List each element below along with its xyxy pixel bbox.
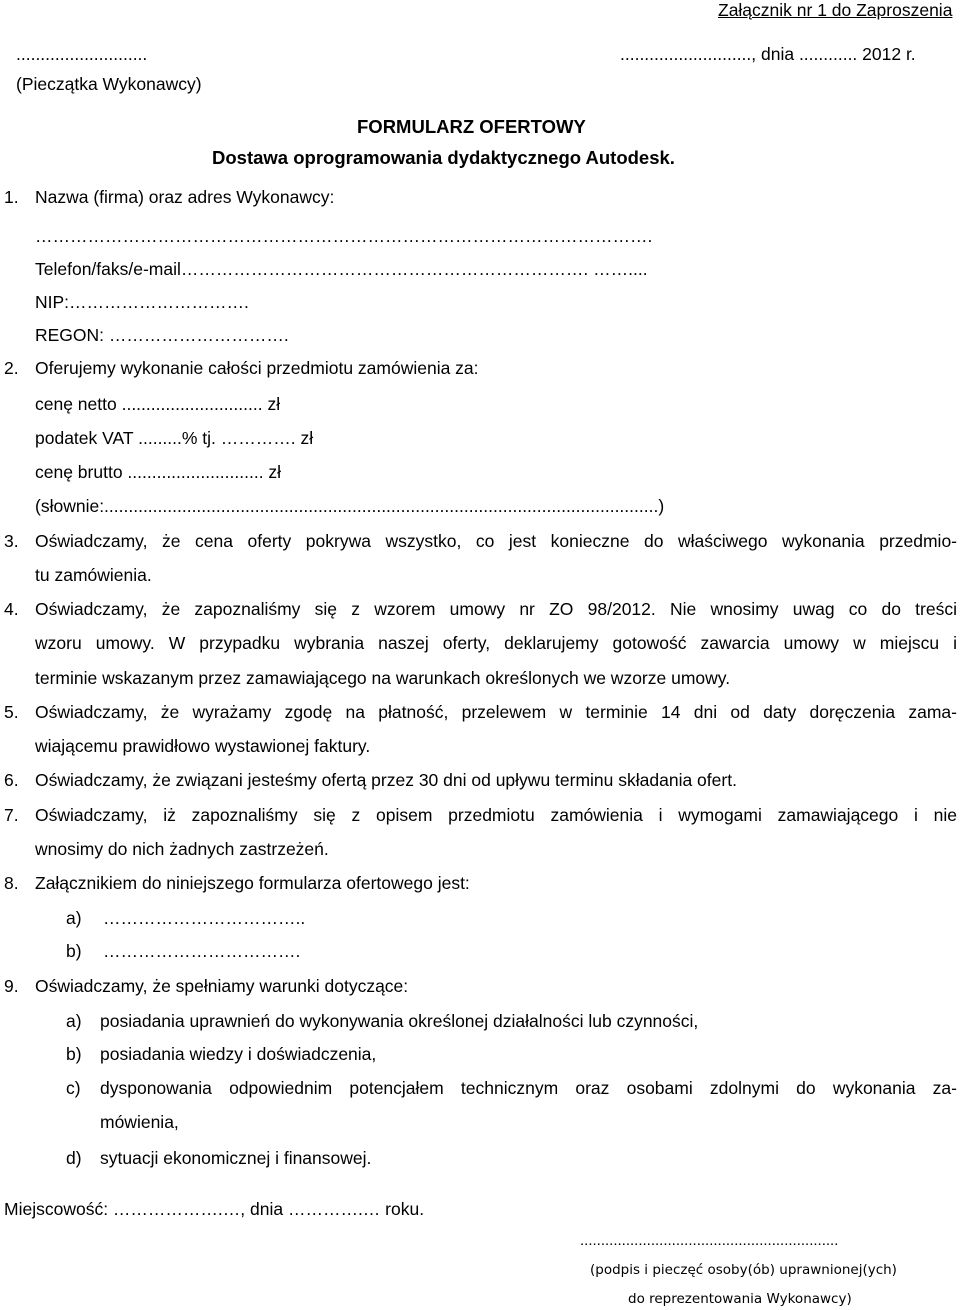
condition-d-letter: d) — [66, 1148, 82, 1168]
attachment-b-dots: ……………………………. — [103, 941, 301, 961]
section-4-line-2: wzoru umowy. W przypadku wybrania naszej oferty, deklarujemy gotowość zawarcia umowy w miejscu i — [35, 633, 957, 653]
section-2-label: Oferujemy wykonanie całości przedmiotu zamówienia za: — [35, 358, 479, 378]
stamp-label: (Pieczątka Wykonawcy) — [16, 74, 202, 94]
section-6-line-1: Oświadczamy, że związani jesteśmy ofertą przez 30 dni od upływu terminu składania ofert. — [35, 770, 737, 790]
price-words-line: (słownie:..................................................................................................................) — [35, 496, 665, 516]
signature-dots: .............................................................. — [580, 1232, 839, 1249]
section-9-label: Oświadczamy, że spełniamy warunki dotyczące: — [35, 976, 409, 996]
section-5-line-2: wiającemu prawidłowo wystawionej faktury. — [35, 736, 371, 756]
attachment-a-dots: …………………………….. — [103, 908, 306, 928]
section-3-line-1: Oświadczamy, że cena oferty pokrywa wszystko, co jest konieczne do właściwego wykonania przedmio- — [35, 531, 957, 551]
condition-d-text: sytuacji ekonomicznej i finansowej. — [100, 1148, 372, 1168]
form-title: FORMULARZ OFERTOWY — [357, 116, 586, 137]
price-netto-line: cenę netto ............................. zł — [35, 394, 281, 414]
section-4-number: 4. — [4, 599, 19, 619]
section-6-number: 6. — [4, 770, 19, 790]
section-4-line-3: terminie wskazanym przez zamawiającego na warunkach określonych we wzorze umowy. — [35, 668, 731, 688]
place-date-line: ..........................., dnia ............ 2012 r. — [620, 44, 916, 64]
form-subtitle: Dostawa oprogramowania dydaktycznego Autodesk. — [212, 147, 675, 168]
annex-label: Załącznik nr 1 do Zaproszenia — [718, 0, 953, 20]
condition-c-letter: c) — [66, 1078, 81, 1098]
condition-a-text: posiadania uprawnień do wykonywania określonej działalności lub czynności, — [100, 1011, 699, 1031]
stamp-dots: ........................... — [16, 44, 148, 64]
condition-c-text-1: dysponowania odpowiednim potencjałem technicznym oraz osobami zdolnymi do wykonania za- — [100, 1078, 957, 1098]
condition-c-text-2: mówienia, — [100, 1112, 179, 1132]
section-3-line-2: tu zamówienia. — [35, 565, 152, 585]
address-dots: ……………………………………………………………………………………………. — [35, 226, 653, 246]
section-7-number: 7. — [4, 805, 19, 825]
attachment-b-letter: b) — [66, 941, 82, 961]
section-1-label: Nazwa (firma) oraz adres Wykonawcy: — [35, 187, 335, 207]
section-8-number: 8. — [4, 873, 19, 893]
section-8-label: Załącznikiem do niniejszego formularza ofertowego jest: — [35, 873, 470, 893]
section-7-line-2: wnosimy do nich żadnych zastrzeżeń. — [35, 839, 329, 859]
regon-line: REGON: …………………………. — [35, 325, 289, 345]
nip-line: NIP:…………………………. — [35, 292, 249, 312]
section-9-number: 9. — [4, 976, 19, 996]
vat-line: podatek VAT .........% tj. …………. zł — [35, 428, 314, 448]
section-5-line-1: Oświadczamy, że wyrażamy zgodę na płatność, przelewem w terminie 14 dni od daty doręczenia zama- — [35, 702, 957, 722]
phone-line: Telefon/faks/e-mail……………………………………………………………. …….... — [35, 259, 648, 279]
condition-a-letter: a) — [66, 1011, 82, 1031]
section-3-number: 3. — [4, 531, 19, 551]
condition-b-text: posiadania wiedzy i doświadczenia, — [100, 1044, 377, 1064]
section-7-line-1: Oświadczamy, iż zapoznaliśmy się z opisem przedmiotu zamówienia i wymogami zamawiającego i nie — [35, 805, 957, 825]
section-1-number: 1. — [4, 187, 19, 207]
section-2-number: 2. — [4, 358, 19, 378]
price-brutto-line: cenę brutto ............................ zł — [35, 462, 282, 482]
section-5-number: 5. — [4, 702, 19, 722]
signature-caption-1: (podpis i pieczęć osoby(ób) uprawnionej(ych) — [590, 1262, 897, 1278]
condition-b-letter: b) — [66, 1044, 82, 1064]
attachment-a-letter: a) — [66, 908, 82, 928]
section-4-line-1: Oświadczamy, że zapoznaliśmy się z wzorem umowy nr ZO 98/2012. Nie wnosimy uwag co do treści — [35, 599, 957, 619]
signature-caption-2: do reprezentowania Wykonawcy) — [628, 1291, 852, 1307]
place-date-footer: Miejscowość: ……………….…, dnia ………….… roku. — [4, 1199, 425, 1219]
